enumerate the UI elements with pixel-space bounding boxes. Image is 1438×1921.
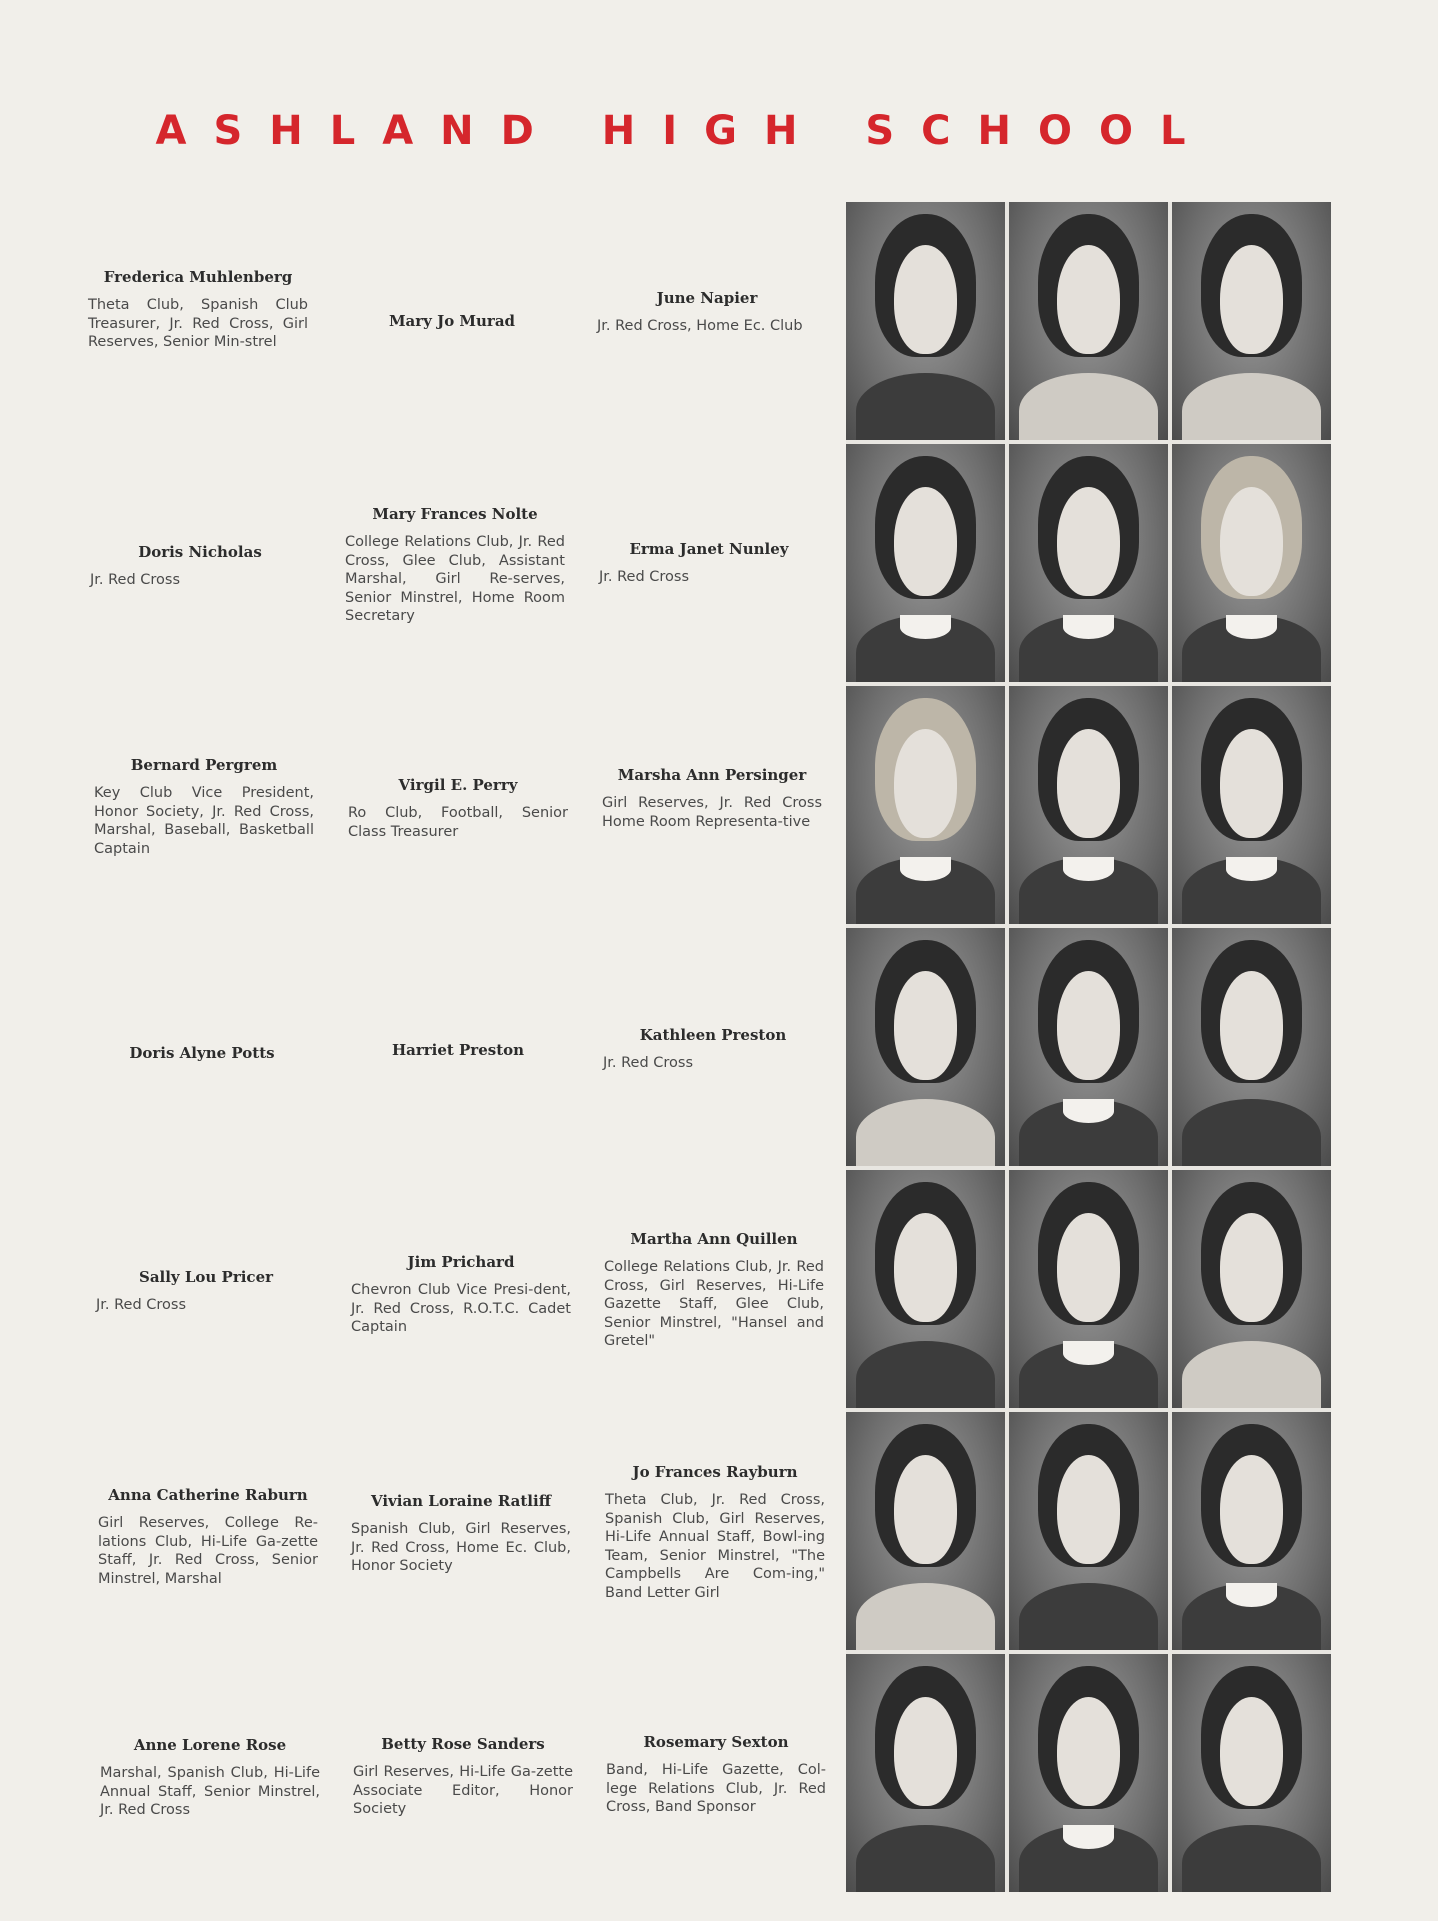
student-entry: [605, 1463, 825, 1602]
student-activities: Ro Club, Football, Senior Class Treasurer: [348, 805, 568, 840]
portrait-photo: [846, 202, 1005, 440]
student-name: Jim Prichard: [407, 1253, 515, 1271]
student-activities: Girl Reserves, Hi-Life Ga-zette Associate Editor, Honor Society: [353, 1764, 573, 1817]
student-activities: Key Club Vice President, Honor Society, Jr. Red Cross, Marshal, Baseball, Basketball Captain: [94, 785, 314, 857]
student-name: June Napier: [656, 289, 758, 307]
student-name: Martha Ann Quillen: [630, 1230, 798, 1248]
student-activities: Girl Reserves, Jr. Red Cross Home Room Representa-tive: [602, 795, 822, 830]
student-activities: Spanish Club, Girl Reserves, Jr. Red Cross, Home Ec. Club, Honor Society: [351, 1521, 571, 1574]
student-entry: [603, 1026, 823, 1073]
student-activities: Jr. Red Cross: [96, 1297, 187, 1313]
student-entry: [599, 540, 819, 587]
student-activities: Marshal, Spanish Club, Hi-Life Annual Staff, Senior Minstrel, Jr. Red Cross: [100, 1765, 320, 1818]
student-name: Betty Rose Sanders: [381, 1735, 545, 1753]
student-name: Sally Lou Pricer: [138, 1268, 274, 1286]
student-activities: Jr. Red Cross: [90, 572, 181, 588]
student-entry: [597, 289, 817, 336]
student-entry: [88, 268, 308, 352]
portrait-grid: [846, 202, 1331, 1892]
student-activities: Girl Reserves, College Re-lations Club, Hi-Life Ga-zette Staff, Jr. Red Cross, Senior Minstrel, Marshal: [98, 1515, 318, 1587]
portrait-photo: [1009, 928, 1168, 1166]
student-name: Mary Frances Nolte: [372, 505, 538, 523]
student-activities: College Relations Club, Jr. Red Cross, Glee Club, Assistant Marshal, Girl Re-serves, Senior Minstrel, Home Room Secretary: [345, 534, 565, 624]
student-entry: [92, 1044, 312, 1072]
student-entry: [348, 776, 568, 841]
student-entry: [94, 756, 314, 858]
student-entry: [90, 543, 310, 590]
student-name: Marsha Ann Persinger: [617, 766, 807, 784]
portrait-photo: [1009, 444, 1168, 682]
portrait-photo: [846, 1412, 1005, 1650]
student-activities: Jr. Red Cross: [603, 1055, 694, 1071]
student-name: Jo Frances Rayburn: [632, 1463, 798, 1481]
student-entry: [351, 1253, 571, 1337]
student-entry: [602, 766, 822, 831]
student-name: Vivian Loraine Ratliff: [370, 1492, 552, 1510]
portrait-photo: [1009, 1412, 1168, 1650]
portrait-photo: [1009, 1654, 1168, 1892]
student-activities: Theta Club, Jr. Red Cross, Spanish Club, Girl Reserves, Hi-Life Annual Staff, Bowl-ing Team, Senior Minstrel, "The Campbells Are Com-ing," Band Letter Girl: [605, 1492, 825, 1601]
portrait-photo: [1009, 202, 1168, 440]
student-entry: [351, 1492, 571, 1576]
portrait-photo: [1172, 1170, 1331, 1408]
student-entry: [98, 1486, 318, 1588]
student-activities: Theta Club, Spanish Club Treasurer, Jr. Red Cross, Girl Reserves, Senior Min-strel: [88, 297, 308, 350]
student-entry: [353, 1735, 573, 1819]
portrait-photo: [1009, 686, 1168, 924]
portrait-photo: [1172, 686, 1331, 924]
portrait-photo: [1009, 1170, 1168, 1408]
portrait-photo: [846, 1654, 1005, 1892]
student-entry: [342, 312, 562, 340]
portrait-photo: [846, 686, 1005, 924]
portrait-photo: [846, 1170, 1005, 1408]
student-entry: [604, 1230, 824, 1351]
portrait-photo: [1172, 928, 1331, 1166]
student-name: Bernard Pergrem: [130, 756, 278, 774]
student-activities: Band, Hi-Life Gazette, Col-lege Relations Club, Jr. Red Cross, Band Sponsor: [606, 1762, 826, 1815]
student-name: Anna Catherine Raburn: [108, 1486, 308, 1504]
student-activities: Jr. Red Cross, Home Ec. Club: [597, 318, 803, 334]
student-name: Mary Jo Murad: [388, 312, 516, 330]
page-title: ASHLAND HIGH SCHOOL: [155, 108, 1213, 154]
student-name: Erma Janet Nunley: [629, 540, 789, 558]
student-entry: [100, 1736, 320, 1820]
student-activities: Chevron Club Vice Presi-dent, Jr. Red Cross, R.O.T.C. Cadet Captain: [351, 1282, 571, 1335]
portrait-photo: [846, 444, 1005, 682]
student-entry: [606, 1733, 826, 1817]
student-name: Doris Alyne Potts: [129, 1044, 275, 1062]
student-entry: [348, 1041, 568, 1069]
portrait-photo: [1172, 1654, 1331, 1892]
student-name: Harriet Preston: [391, 1041, 525, 1059]
student-entry: [345, 505, 565, 626]
portrait-photo: [1172, 1412, 1331, 1650]
student-activities: Jr. Red Cross: [599, 569, 690, 585]
student-name: Doris Nicholas: [138, 543, 262, 561]
student-name: Kathleen Preston: [639, 1026, 787, 1044]
portrait-photo: [846, 928, 1005, 1166]
student-entry: [96, 1268, 316, 1315]
portrait-photo: [1172, 444, 1331, 682]
student-activities: College Relations Club, Jr. Red Cross, Girl Reserves, Hi-Life Gazette Staff, Glee Club, Senior Minstrel, "Hansel and Gretel": [604, 1259, 824, 1349]
student-name: Frederica Muhlenberg: [103, 268, 293, 286]
student-name: Rosemary Sexton: [643, 1733, 789, 1751]
student-name: Virgil E. Perry: [398, 776, 518, 794]
portrait-photo: [1172, 202, 1331, 440]
student-name: Anne Lorene Rose: [133, 1736, 287, 1754]
